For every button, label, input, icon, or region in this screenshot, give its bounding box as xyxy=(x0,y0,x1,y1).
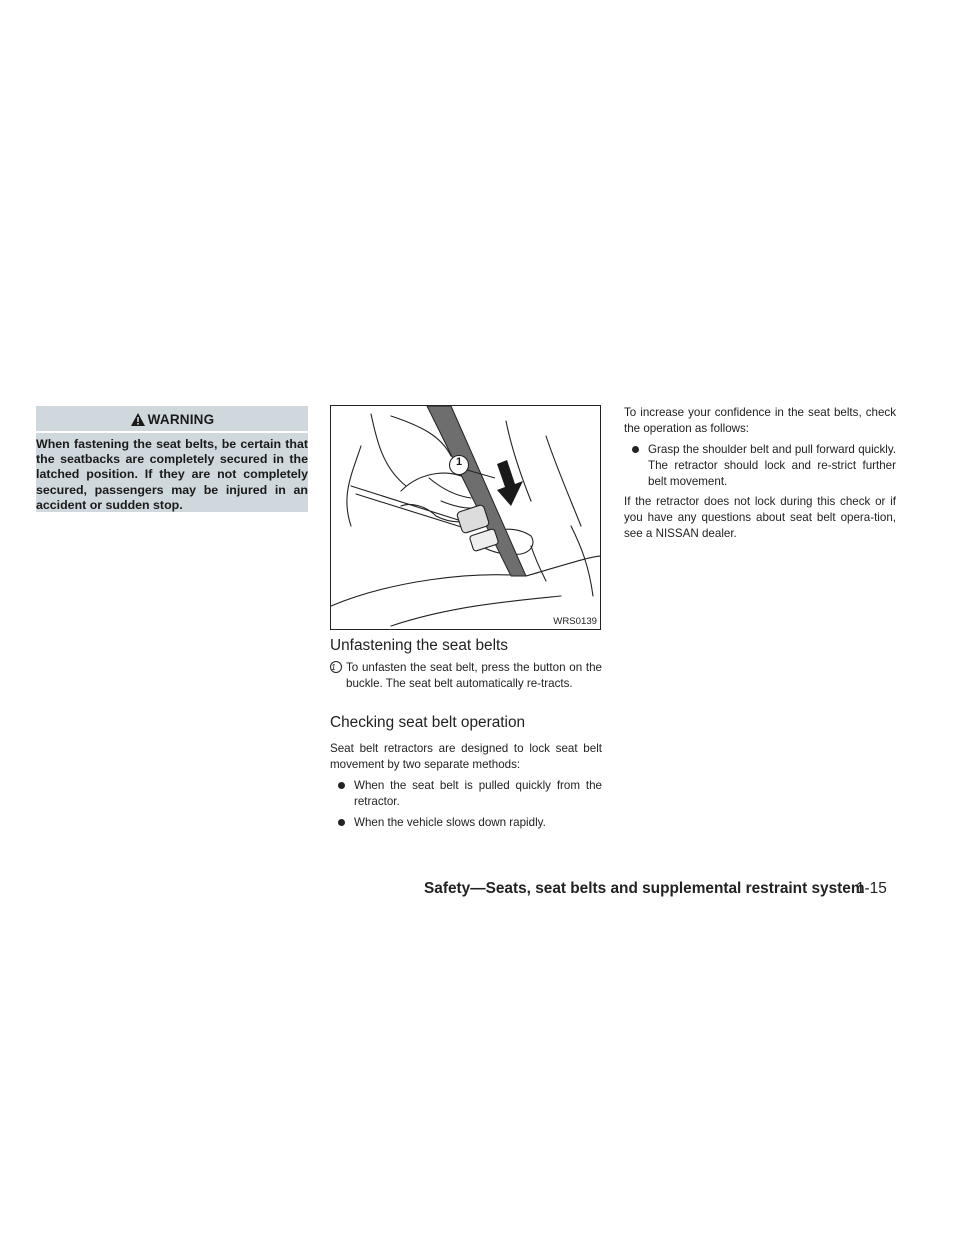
right-intro: To increase your confidence in the seat belts, check the operation as follows: xyxy=(624,406,896,435)
heading-checking: Checking seat belt operation xyxy=(330,714,526,731)
warning-box xyxy=(36,406,308,512)
bullet-icon xyxy=(338,819,345,826)
step-number-badge: 1 xyxy=(330,661,342,673)
warning-header xyxy=(36,408,308,430)
unfasten-step-text: To unfasten the seat belt, press the button on the buckle. The seat belt automatically re-tracts. xyxy=(346,661,602,690)
figure-code: WRS0139 xyxy=(553,616,597,627)
right-closing: If the retractor does not lock during this check or if you have any questions about seat belt opera-tion, see a NISSAN dealer. xyxy=(624,495,896,540)
warning-triangle-icon xyxy=(130,412,146,427)
buckle-release-drawing xyxy=(331,406,601,630)
seat-belt-illustration xyxy=(330,405,601,630)
footer-section-title: Safety—Seats, seat belts and supplemental restraint system xyxy=(424,880,865,897)
callout-1-label: 1 xyxy=(455,456,463,468)
checking-intro: Seat belt retractors are designed to lock seat belt movement by two separate methods: xyxy=(330,742,602,771)
page-number: 1-15 xyxy=(856,880,887,897)
warning-divider xyxy=(36,431,308,433)
warning-title: WARNING xyxy=(147,411,215,427)
bullet-icon xyxy=(632,446,639,453)
warning-text: When fastening the seat belts, be certain that the seatbacks are completely secured in the latched position. If they are not completely secured, passengers may be injured in an accident or sudden stop. xyxy=(36,437,308,512)
bullet-icon xyxy=(338,782,345,789)
heading-unfastening: Unfastening the seat belts xyxy=(330,637,508,654)
